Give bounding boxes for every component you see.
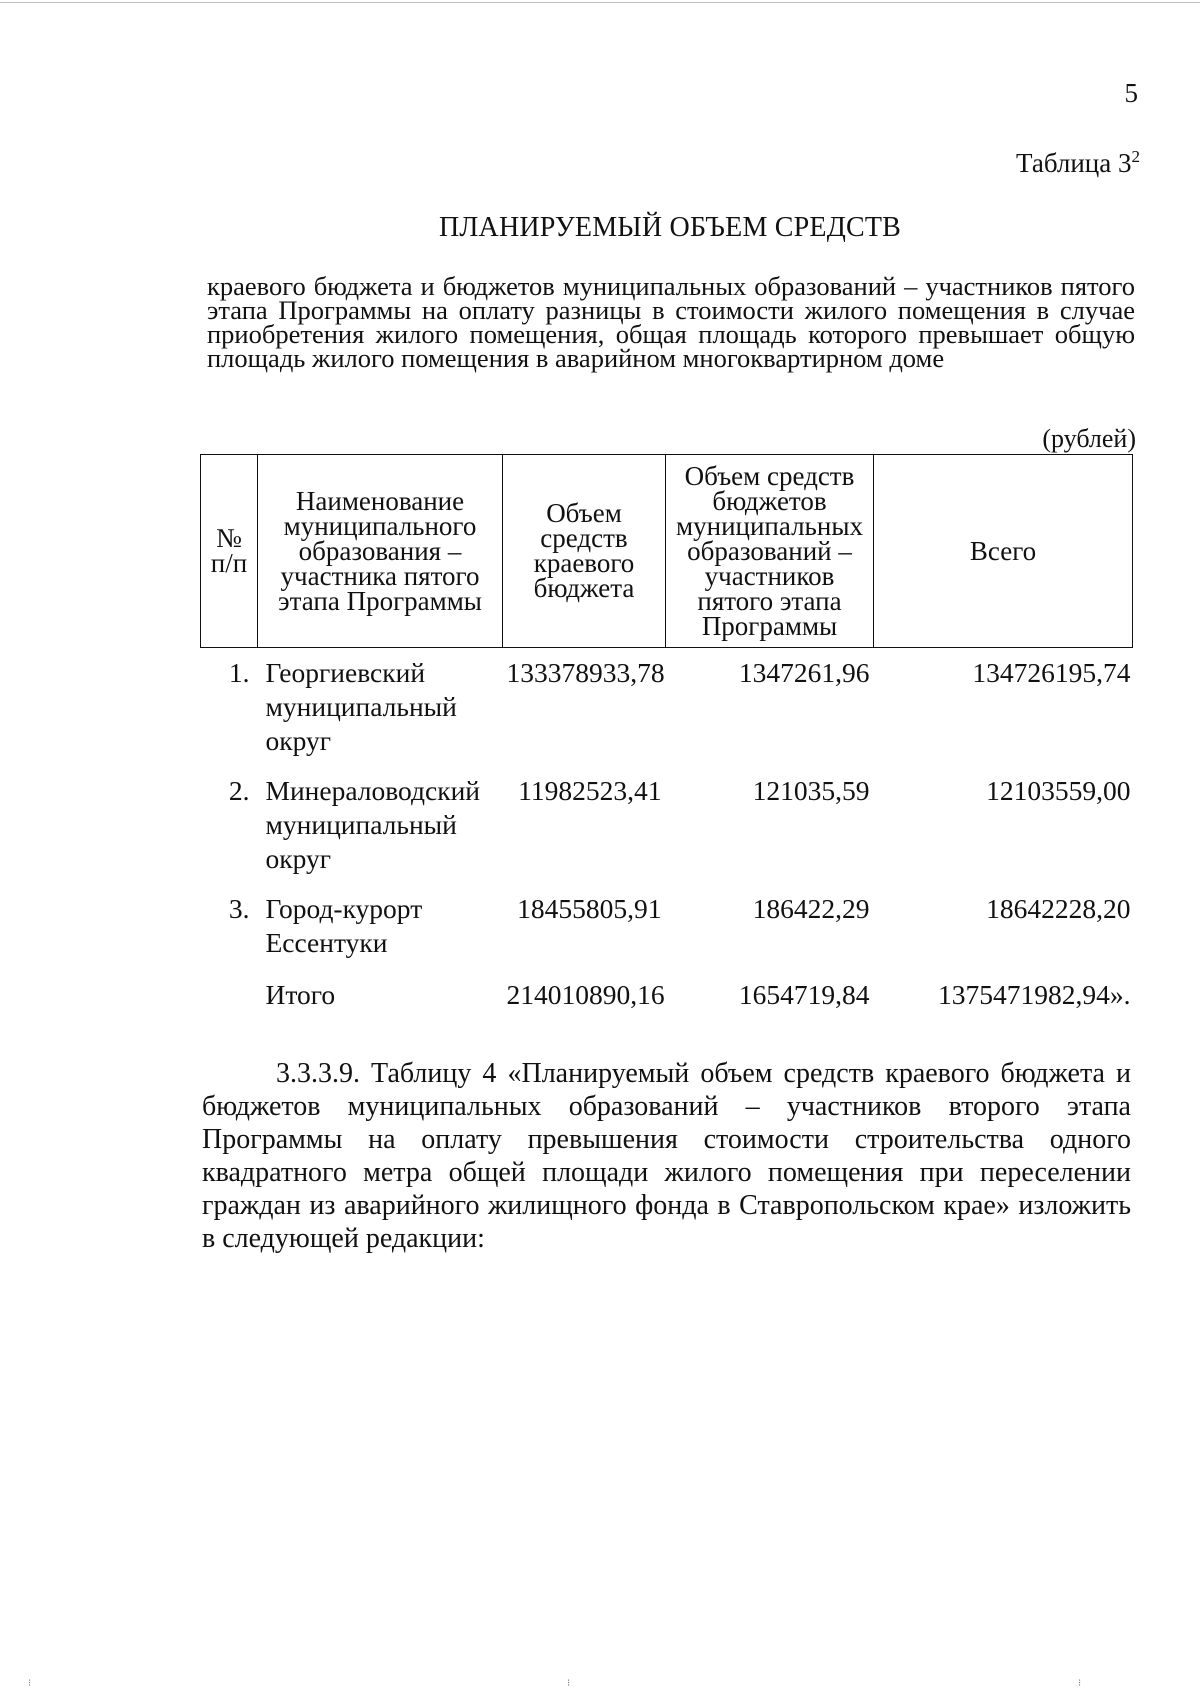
top-edge-rule bbox=[0, 2, 1200, 3]
row-regional-amount: 133378933,78 bbox=[506, 657, 665, 688]
row-total-amount: 12103559,00 bbox=[986, 775, 1131, 806]
row-municipality: Город-курорт Ессентуки bbox=[265, 893, 423, 958]
total-regional-amount: 214010890,16 bbox=[506, 979, 665, 1010]
page-number: 5 bbox=[1124, 78, 1138, 108]
total-grand-amount: 1375471982,94». bbox=[938, 979, 1131, 1010]
budget-table bbox=[200, 454, 1133, 1012]
row-municipal-amount: 121035,59 bbox=[752, 775, 870, 806]
table-row bbox=[201, 774, 1133, 892]
total-row-spacer bbox=[201, 976, 258, 1012]
units-label: (рублей) bbox=[1042, 424, 1136, 453]
row-regional-amount: 18455805,91 bbox=[517, 893, 662, 924]
scan-mark-right: ⁝ bbox=[1078, 1678, 1082, 1689]
row-total-amount: 18642228,20 bbox=[986, 893, 1131, 924]
total-municipal-amount: 1654719,84 bbox=[738, 979, 870, 1010]
table-header-row bbox=[201, 455, 1133, 648]
amendment-paragraph: 3.3.3.9. Таблицу 4 «Планируемый объем средств краевого бюджета и бюджетов муниципальных образований – участников второго этапа Программы на оплату превышения стоимости строительства одного квадратного метра общей площади жилого помещения при переселении граждан из аварийного жилищного фонда в Ставропольском крае» изложить в следующей редакции: bbox=[202, 1058, 1131, 1254]
row-municipal-amount: 1347261,96 bbox=[738, 657, 870, 688]
scan-mark-center: ⁝ bbox=[567, 1678, 571, 1689]
scan-mark-left: ⁝ bbox=[28, 1678, 32, 1689]
row-number: 3. bbox=[228, 893, 250, 924]
row-municipality: Минераловодский муниципальный округ bbox=[265, 775, 481, 874]
scan-bottom-marks bbox=[0, 1678, 1200, 1688]
header-municipal-budget: Объем средств бюджетов муниципальных образований – участников пятого этапа Программы bbox=[666, 455, 874, 648]
row-number: 1. bbox=[228, 657, 250, 688]
header-regional-budget: Объем средств краевого бюджета bbox=[503, 455, 666, 648]
document-title: ПЛАНИРУЕМЫЙ ОБЪЕМ СРЕДСТВ bbox=[438, 212, 902, 243]
document-subtitle: краевого бюджета и бюджетов муниципальных образований – участников пятого этапа Программы на оплату разницы в стоимости жилого помещения в случае приобретения жилого помещения, общая площадь которого превышает общую площадь жилого помещения в аварийном многоквартирном доме bbox=[207, 271, 1135, 373]
table-label-superscript: 2 bbox=[1131, 147, 1140, 166]
table-label bbox=[1016, 148, 1140, 179]
row-municipality: Георгиевский муниципальный округ bbox=[265, 657, 457, 756]
row-total-amount: 134726195,74 bbox=[972, 657, 1131, 688]
table-total-row bbox=[201, 976, 1133, 1012]
total-label: Итого bbox=[265, 979, 336, 1010]
row-regional-amount: 11982523,41 bbox=[518, 775, 662, 806]
table-row bbox=[201, 648, 1133, 775]
header-number: № п/п bbox=[201, 455, 258, 648]
row-municipal-amount: 186422,29 bbox=[752, 893, 870, 924]
row-number: 2. bbox=[228, 775, 250, 806]
header-municipality-name: Наименование муниципального образования – участника пятого этапа Программы bbox=[258, 455, 503, 648]
table-row bbox=[201, 892, 1133, 976]
header-total: Всего bbox=[874, 455, 1133, 648]
table-label-text: Таблица 3 bbox=[1016, 148, 1132, 178]
